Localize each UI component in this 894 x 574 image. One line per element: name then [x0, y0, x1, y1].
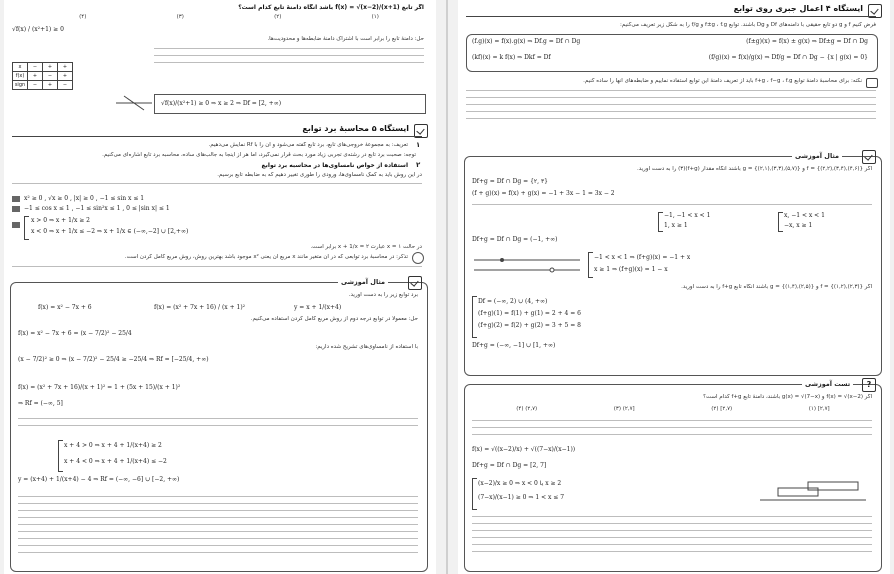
- ineq-2: −1 ≤ cos x ≤ 1 , −1 ≤ sin²x ≤ 1 , 0 ≤ |sin x| ≤ 1: [24, 205, 170, 212]
- choice[interactable]: (۳) (۲,۷]: [613, 406, 635, 412]
- brace: [472, 296, 477, 338]
- top-question: اگر تابع f(x) = √(x−2)/(x+1) باشد آنگاه دامنهٔ تابع کدام است؟: [238, 4, 424, 11]
- number-line-icon: [472, 252, 582, 278]
- solution-intro: [18, 316, 418, 323]
- table-cell: +: [28, 72, 43, 81]
- final-case-2: (7−x)/(x−1) ≥ 0 ⇒ 1 < x ≤ 7: [478, 494, 565, 501]
- bullet-icon: [12, 196, 20, 202]
- heading-rule: [12, 136, 422, 137]
- brace: [588, 252, 593, 278]
- solution-1: Df+g = Df ∩ Dg = {۲, ۳}: [472, 178, 549, 185]
- ineq-1: x² ≥ 0 , √x ≥ 0 , |x| ≥ 0 , −1 ≤ sin x ≤ 1: [24, 195, 145, 202]
- case-2: x + 4 < 0 ⇒ x + 4 + 1/(x+4) ≤ −2: [64, 458, 167, 465]
- brace: [58, 440, 63, 472]
- brace: [24, 216, 29, 240]
- check-icon: [408, 276, 422, 290]
- case-b2: −x, x ≥ 1: [784, 222, 813, 229]
- note-label: توجه:: [403, 152, 416, 158]
- test-line: اگر f(x) = √(x−2) و g(x) = √(7−x) باشند، دامنهٔ تابع f+g کدام است؟: [703, 394, 872, 400]
- calc-1: Df = (−∞, 2) ∪ (4, +∞): [478, 298, 548, 305]
- result-box: [154, 94, 426, 114]
- formula-c: y = x + 1/(x+4): [294, 304, 342, 311]
- solution-lines: [154, 48, 424, 69]
- note-text: صحبت برد تابع در رشته‌ی تجربی زیاد مورد بحث قرار نمی‌گیرد، اما هر از اینجا به جالب‌های ساده، محاسبه برد تابع اشاره‌ای می‌کنیم.: [102, 152, 402, 158]
- table-cell: f(x): [13, 72, 28, 81]
- table-cell: −: [28, 81, 43, 90]
- table-cell: x: [13, 63, 28, 72]
- example-line: اگر f = {(۲,۲),(۳,۴),(۴,۶)} و g = {(۲,۱),(۳,۳),(۵,۷)} باشند آنگاه مقدار (f+g)(۳) را به دست آورید.: [637, 166, 872, 172]
- combine-2: x ≥ 1 ⇒ (f+g)(x) = 1 − x: [594, 266, 668, 273]
- example-label: مثال آموزشی: [338, 278, 388, 286]
- table-cell: −: [43, 72, 58, 81]
- formula-a: f(x) = x² − 7x + 6: [38, 304, 92, 311]
- solution-text: حل: دامنهٔ تابع را برابر است با اشتراک دامنهٔ ضابطه‌ها و محدودیت‌ها.: [267, 36, 424, 42]
- test-choices: [478, 406, 868, 413]
- combine-1: −1 < x < 1 ⇒ (f+g)(x) = −1 + x: [594, 254, 691, 261]
- table-cell: sign: [13, 81, 28, 90]
- intro: فرض کنیم f و g دو تابع حقیقی با دامنه‌های Df و Dg باشند. توابع f±g ، f.g و f/g را به شکل زیر تعریف می‌کنیم:: [619, 22, 876, 28]
- example-label: مثال آموزشی: [792, 152, 842, 160]
- choice[interactable]: (۱): [371, 14, 379, 20]
- text-lines: [18, 496, 418, 559]
- reminder-text: در محاسبهٔ برد توابعی که در آن متغیر مانند x مربع آن یعنی x² موجود باشد بهترین روش، روش مربع کامل کردن است.: [124, 254, 395, 260]
- step-note: با استفاده از نامساوی‌های تشریح شده داریم:: [315, 344, 418, 350]
- table-cell: −: [28, 63, 43, 72]
- rule-4: (kf)(x) = k f(x) ⇒ Dkf = Df: [472, 54, 551, 61]
- brace: [472, 478, 477, 510]
- top-choices: [34, 14, 424, 21]
- step-3: f(x) = (x² + 7x + 16)/(x + 1)² = 1 + (5x + 15)/(x + 1)²: [18, 384, 181, 391]
- question-icon: ?: [862, 378, 876, 392]
- final-eq: Df+g = Df ∩ Dg = [2, 7]: [472, 462, 547, 469]
- case-a1: −1, −1 < x < 1: [664, 212, 711, 219]
- result-eq: Df+g = (−∞, −1] ∪ [1, +∞): [472, 342, 556, 349]
- text-lines: [472, 516, 872, 558]
- right-page: [458, 0, 890, 574]
- ineq-3a: x > 0 ⇒ x + 1/x ≥ 2: [31, 217, 90, 224]
- definition-label: تعریف:: [391, 142, 408, 148]
- case-1: x + 4 > 0 ⇒ x + 4 + 1/(x+4) ≥ 2: [64, 442, 162, 449]
- section-heading: ایستگاه ۵ محاسبهٔ برد توابع: [302, 124, 409, 133]
- brace: [778, 212, 783, 232]
- table-cell: +: [58, 63, 73, 72]
- speech-icon: [866, 78, 878, 88]
- check-icon: [862, 150, 876, 164]
- case-a2: 1, x ≥ 1: [664, 222, 688, 229]
- example-line: برد توابع زیر را به دست آورید.: [348, 292, 418, 298]
- reminder-label: تذکر:: [396, 254, 408, 260]
- step-2: (x − 7/2)² ≥ 0 ⇒ (x − 7/2)² − 25/4 ≥ −25/4 ⇒ Rf = [−25/4, +∞): [18, 356, 209, 363]
- text-lines: [472, 420, 872, 441]
- brace: [658, 212, 663, 232]
- choice[interactable]: (۲): [274, 14, 282, 20]
- left-page: [4, 0, 436, 574]
- solution-text: معمولاً در توابع درجه دوم از روش مربع کامل کردن استفاده می‌کنیم.: [250, 316, 407, 322]
- calc-3: (f+g)(2) = f(2) + g(2) = 3 + 5 = 8: [478, 322, 581, 329]
- definition-text: به مجموعهٔ خروجی‌های تابع، برد تابع گفته می‌شود و آن را با Rf نمایش می‌دهیم.: [208, 142, 390, 148]
- result-eq: √f(x)/(x²+1) ≥ 0 ⇒ x ≥ 2 ⇒ Df = [2, +∞): [161, 100, 282, 107]
- calc-2: (f+g)(1) = f(1) + g(1) = 2 + 4 = 6: [478, 310, 581, 317]
- tip-text: برای محاسبهٔ دامنهٔ توابع f+g ، f−g ، f.g باید از تعریف دامنهٔ این توابع استفاده نماییم و ضابطه‌های آنها را ساده کنیم.: [583, 78, 850, 84]
- table-cell: −: [58, 81, 73, 90]
- test-label: تست آموزشی: [802, 380, 853, 388]
- step-4: ⇒ Rf = (−∞, 5]: [18, 400, 63, 407]
- table-cell: +: [58, 72, 73, 81]
- test-formula: f(x) = √((x−2)/x) + √((7−x)/(x−1)): [472, 446, 576, 453]
- example-line-2: اگر f = {(۱,۲),(۲,۳)} و g = {(۱,۴),(۲,۵)} باشند آنگاه تابع f+g را به دست آورید.: [681, 284, 872, 290]
- solution-label: حل:: [408, 316, 418, 322]
- text-lines: [18, 418, 418, 432]
- sign-table: [12, 62, 73, 90]
- fraction-hint: √f(x) / (x²+1) ≥ 0: [12, 26, 64, 33]
- formula-b: f(x) = (x² + 7x + 16) / (x + 1)²: [154, 304, 246, 311]
- choice[interactable]: (۱) [۲,۷]: [808, 406, 830, 412]
- number-line-icon: [114, 92, 154, 114]
- step-5: y = (x+4) + 1/(x+4) − 4 ⇒ Rf = (−∞, −6] ∪ [−2, +∞): [18, 476, 180, 483]
- text-lines: [472, 204, 872, 211]
- rule-1: (f±g)(x) = f(x) ± g(x) ⇒ Df±g = Df ∩ Dg: [746, 38, 868, 45]
- lightbulb-icon: [412, 252, 424, 264]
- interval-diagram-icon: [758, 478, 868, 508]
- item-number: ۱: [416, 141, 421, 149]
- text-lines: [466, 90, 876, 125]
- uses-heading: استفاده از خواص نامساوی‌ها در محاسبه برد توابع: [261, 162, 408, 169]
- choice[interactable]: (۴) (۲,۷): [516, 406, 538, 412]
- tip-label: نکته:: [850, 78, 862, 84]
- definition: [12, 142, 408, 149]
- text-lines: [12, 266, 422, 273]
- section-heading: ایستگاه ۴ اعمال جبری روی توابع: [733, 4, 863, 13]
- table-cell: +: [43, 81, 58, 90]
- note: [12, 152, 416, 159]
- bullet-icon: [12, 222, 20, 228]
- reminder: [12, 254, 408, 261]
- case-b1: x, −1 < x < 1: [784, 212, 825, 219]
- ineq-3b: x < 0 ⇒ x + 1/x ≤ −2 ⇒ x + 1/x ∈ (−∞,−2] ∪ [2,+∞): [31, 228, 189, 235]
- bullet-icon: [12, 206, 20, 212]
- item-number: ۲: [416, 161, 421, 169]
- heading-rule: [466, 16, 876, 17]
- rule-3: (f/g)(x) = f(x)/g(x) ⇒ Df/g = Df ∩ Dg − {x | g(x) = 0}: [708, 54, 868, 61]
- choice[interactable]: (۴): [79, 14, 87, 20]
- choice[interactable]: (۳): [176, 14, 184, 20]
- final-case-1: (x−2)/x ≥ 0 ⇒ x < 0 یا x ≥ 2: [478, 480, 562, 487]
- domain-eq: Df+g = Df ∩ Dg = (−1, +∞): [472, 236, 558, 243]
- solution-2: (f + g)(x) = f(x) + g(x) = −1 + 3x − 1 = 3x − 2: [472, 190, 615, 197]
- uses-text: در این روش باید به کمک نامساوی‌ها، ورودی را طوری تغییر دهیم که به ضابطه تابع برسیم.: [217, 172, 422, 178]
- choice[interactable]: (۲) [۲,۷): [711, 406, 733, 412]
- rule-2: (f.g)(x) = f(x).g(x) ⇒ Df.g = Df ∩ Dg: [472, 38, 581, 45]
- tip: [466, 78, 862, 85]
- page-divider: [446, 0, 448, 574]
- mid-line: در حالت ۱ = x عبارت ۲ = x + 1/x برابر است.: [310, 244, 422, 250]
- text-lines: [12, 183, 422, 190]
- step-1: f(x) = x² − 7x + 6 = (x − 7/2)² − 25/4: [18, 330, 132, 337]
- table-cell: +: [43, 63, 58, 72]
